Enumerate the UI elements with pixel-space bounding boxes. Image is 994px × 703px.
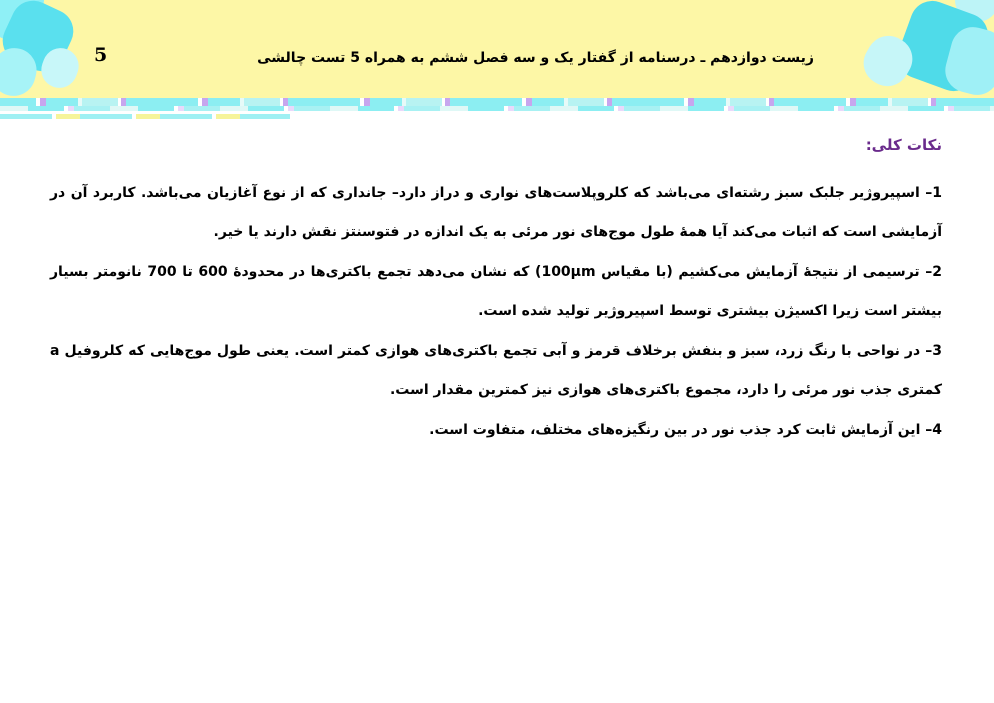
main-content <box>50 136 942 450</box>
paragraph-3: 3– در نواحی با رنگ زرد، سبز و بنفش برخلاف قرمز و آبی تجمع باکتری‌های هوازی کمتر است. یعنی طول موج‌هایی که کلروفیل a کمتری جذب نور مرئی را دارد، مجموع باکتری‌های هوازی نیز کمترین مقدار است. <box>50 342 942 398</box>
page-title: زیست دوازدهم ـ درسنامه از گفتار یک و سه فصل ششم به همراه 5 تست چالشی <box>257 50 814 66</box>
decorative-stripe <box>0 114 290 119</box>
section-heading: نکات کلی: <box>865 136 942 154</box>
page-header <box>0 0 994 98</box>
paragraph-4: 4– این آزمایش ثابت کرد جذب نور در بین رنگیزه‌های مختلف، متفاوت است. <box>429 421 942 438</box>
paragraph-2: 2– ترسیمی از نتیجهٔ آزمایش می‌کشیم (با مقیاس 100μm) که نشان می‌دهد تجمع باکتری‌ها در محدودهٔ 600 تا 700 نانومتر بسیار بیشتر است زیرا اکسیژن بیشتری توسط اسپیروژیر تولید شده است. <box>50 263 943 319</box>
page-number: 5 <box>94 44 108 66</box>
decorative-stripe <box>0 106 994 111</box>
decorative-stripe <box>0 98 994 106</box>
paragraph-1: 1– اسپیروژیر جلبک سبز رشته‌ای می‌باشد که کلروپلاست‌های نواری و دراز دارد– جانداری که از نوع آغازیان می‌باشد. کاربرد آن در آزمایشی است که اثبات می‌کند آیا همهٔ طول موج‌های نور مرئی به یک اندازه در فتوسنتز نقش دارند یا خیر. <box>50 184 942 240</box>
